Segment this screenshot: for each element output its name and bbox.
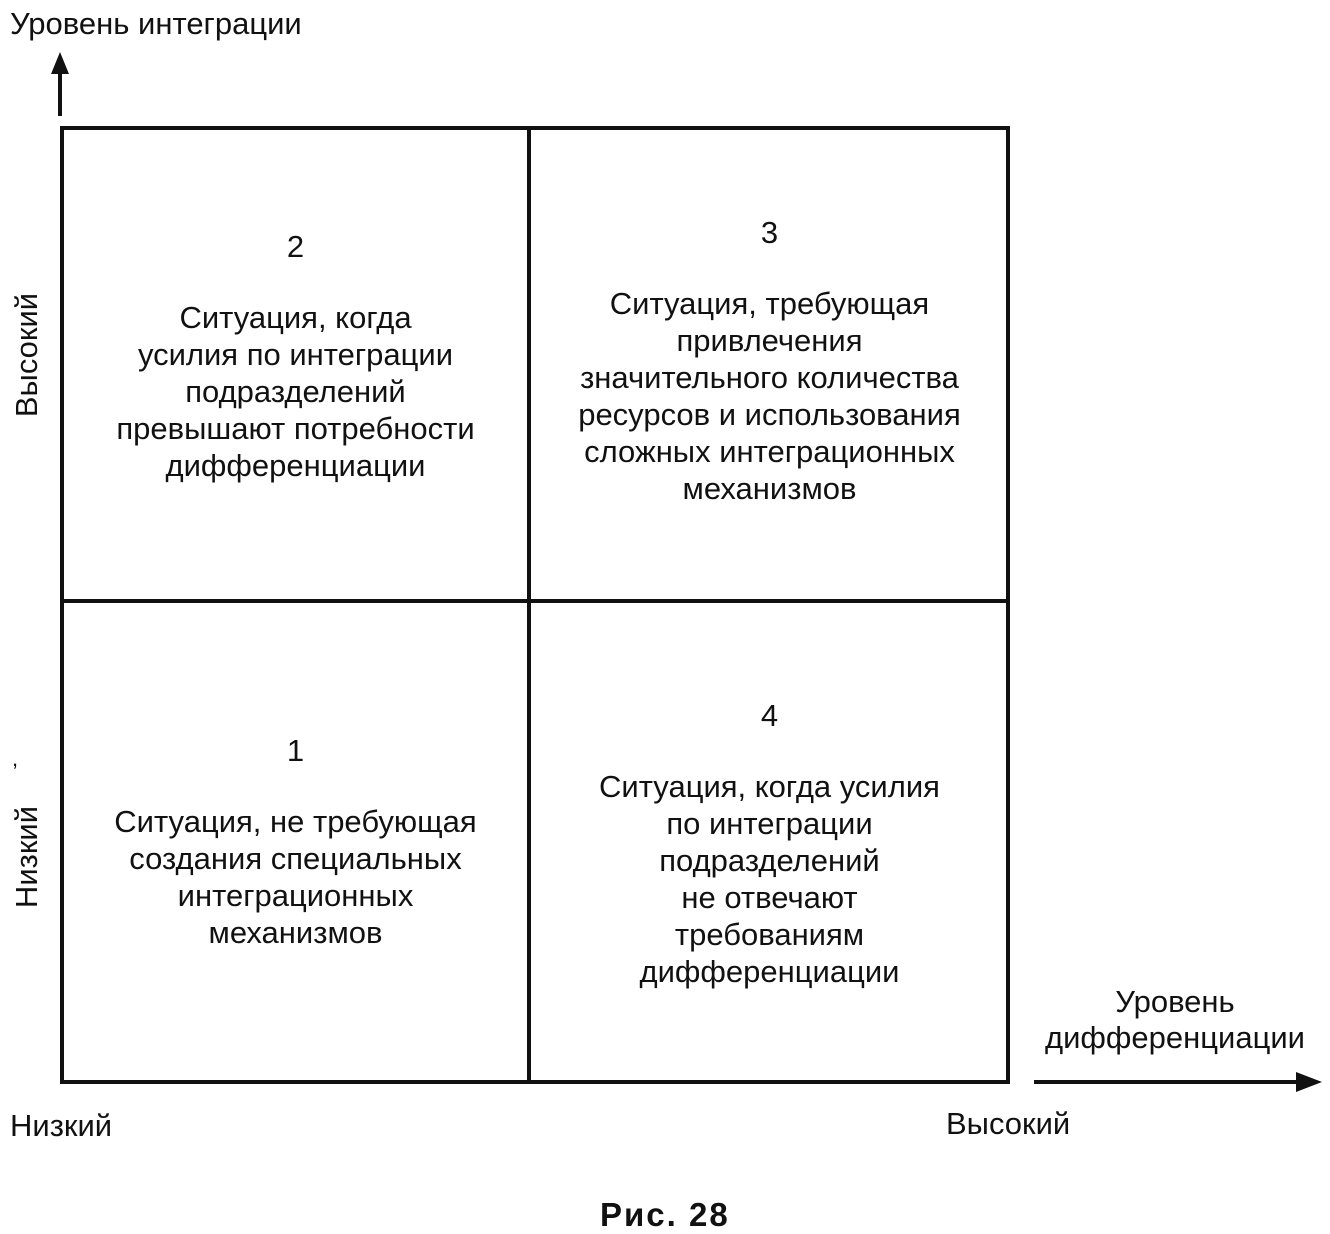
matrix-horizontal-divider <box>60 599 1010 603</box>
y-axis-title: Уровень интеграции <box>10 6 302 41</box>
quadrant-3 <box>531 214 1008 507</box>
quadrant-2-description: Ситуация, когда усилия по интеграции подразделений превышают потребности дифференциации <box>116 300 475 483</box>
quadrant-4-number: 4 <box>760 698 779 733</box>
y-high-label: Высокий <box>9 292 44 418</box>
x-high-label: Высокий <box>946 1106 1071 1141</box>
x-low-label: Низкий <box>10 1108 113 1143</box>
figure-caption: Рис. 28 <box>600 1196 730 1233</box>
quadrant-1 <box>64 732 527 951</box>
quadrant-1-description: Ситуация, не требующая создания специальных интеграционных механизмов <box>114 804 477 950</box>
x-axis-title: Уровень дифференциации <box>1045 984 1305 1055</box>
quadrant-2 <box>64 228 527 484</box>
y-low-label: Низкий <box>9 805 44 909</box>
quadrant-4-description: Ситуация, когда усилия по интеграции подразделений не отвечают требованиям дифференциации <box>599 769 940 989</box>
y-axis-arrow-icon <box>44 50 76 120</box>
quadrant-3-number: 3 <box>760 215 779 250</box>
quadrant-1-number: 1 <box>286 733 305 768</box>
quadrant-3-description: Ситуация, требующая привлечения значительного количества ресурсов и использования сложных интеграционных механизмов <box>578 286 961 506</box>
x-axis-arrow-icon <box>1032 1066 1324 1098</box>
y-tick-dot: , <box>12 746 19 771</box>
quadrant-2-number: 2 <box>286 229 305 264</box>
quadrant-4 <box>531 697 1008 990</box>
